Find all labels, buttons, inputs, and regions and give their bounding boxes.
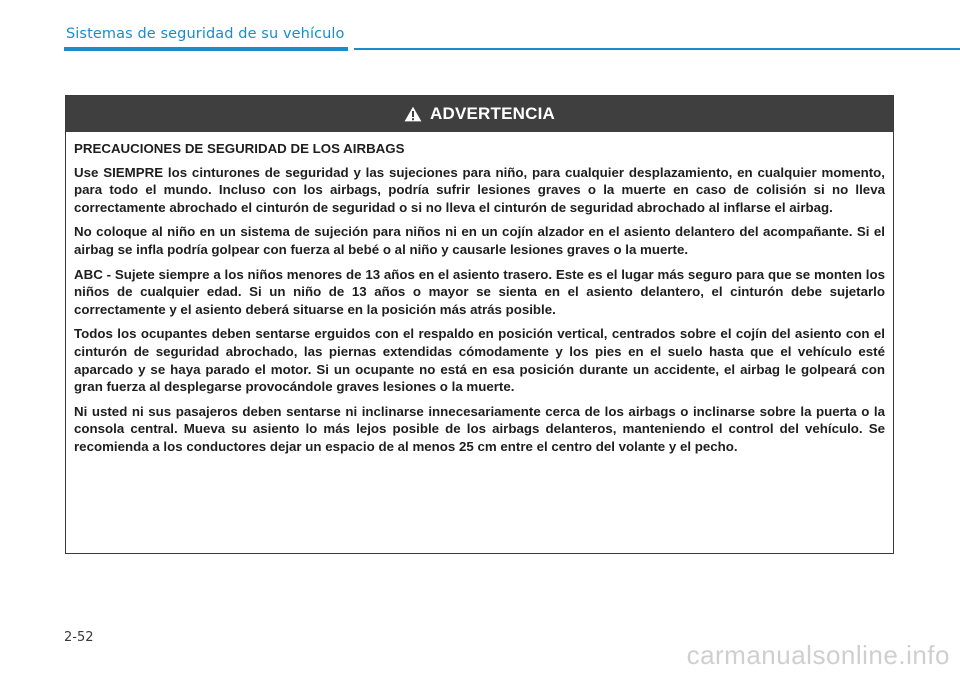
section-header [64,26,960,52]
warning-paragraph: ABC - Sujete siempre a los niños menores de 13 años en el asiento trasero. Este es el lugar más seguro para que se monten los niños de cualquier edad. Si un niño de 13 años o mayor se sienta en el asiento delantero, el cinturón debe sujetarlo correctamente y el asiento deberá situarse en la posición más atrás posible. [74,266,885,317]
warning-paragraph: No coloque al niño en un sistema de sujeción para niños ni en un cojín alzador en el asiento delantero del acompañante. Si el airbag se infla podría golpear con fuerza al bebé o al niño y causarle lesiones graves o la muerte. [74,224,885,257]
warning-paragraph: Todos los ocupantes deben sentarse erguidos con el respaldo en posición vertical, centrados sobre el cojín del asiento con el cinturón de seguridad abrochado, las piernas extendidas cómodamente y los pies en el suelo hasta que el vehículo esté aparcado y se haya parado el motor. Si un ocupante no está en esa posición durante un accidente, el airbag le golpeará con gran fuerza al desplegarse provocándole graves lesiones o la muerte. [74,326,885,395]
warning-box [65,95,894,554]
warning-paragraph: Ni usted ni sus pasajeros deben sentarse ni inclinarse innecesariamente cerca de los airbags o inclinarse sobre la puerta o la consola central. Mueva su asiento lo más lejos posible de los airbags delanteros, manteniendo el control del vehículo. Se recomienda a los conductores dejar un espacio de al menos 25 cm entre el centro del volante y el pecho. [74,403,885,454]
warning-paragraph: Use SIEMPRE los cinturones de seguridad y las sujeciones para niño, para cualquier desplazamiento, en cualquier momento, para todo el mundo. Incluso con los airbags, podría sufrir lesiones graves o la muerte en caso de colisión si no lleva correctamente abrochado el cinturón de seguridad o si no lleva el cinturón de seguridad abrochado al inflarse el airbag. [74,164,885,215]
warning-heading: PRECAUCIONES DE SEGURIDAD DE LOS AIRBAGS [74,141,405,156]
warning-body [66,132,893,456]
warning-triangle-icon [404,106,422,122]
watermark: carmanualsonline.info [686,640,950,670]
warning-header [66,96,893,132]
page-number: 2-52 [64,630,94,645]
warning-title: ADVERTENCIA [430,104,555,123]
header-rule-thick [64,47,348,51]
section-title: Sistemas de seguridad de su vehículo [66,26,345,42]
header-rule-thin [354,48,960,50]
